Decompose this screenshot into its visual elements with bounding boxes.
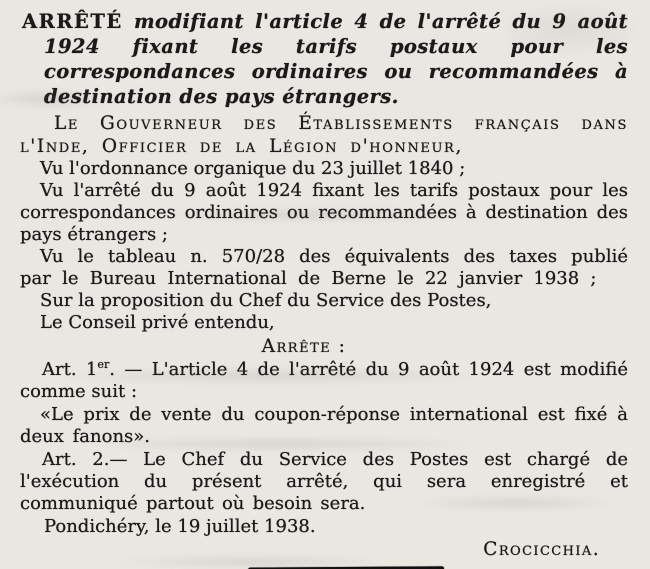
- dateline: Pondichéry, le 19 juillet 1938.: [44, 516, 316, 537]
- decree-title-keyword: ARRÊTÉ: [22, 10, 123, 33]
- article-1-dash: . —: [109, 359, 152, 380]
- signature: Crocicchia.: [483, 539, 600, 560]
- decree-title: [20, 9, 628, 109]
- article-1-label: Art. 1: [42, 359, 98, 380]
- recital-ordonnance-1840: Vu l'ordonnance organique du 23 juillet 1840 ;: [40, 158, 466, 179]
- decree-heading: Arrête :: [261, 336, 347, 357]
- recital-arrete-1924: Vu l'arrêté du 9 août 1924 fixant les tarifs postaux pour les correspondances ordinaires ou recommandées à destination des pays étrangers ;: [20, 180, 628, 245]
- recital-proposition-postes: Sur la proposition du Chef du Service des Postes,: [40, 290, 492, 311]
- article-1-text: L'article 4 de l'arrêté du 9 août 1924 est modifié comme suit :: [20, 359, 629, 402]
- recital-conseil-prive: Le Conseil privé entendu,: [40, 312, 275, 333]
- article-1-ordinal-suffix: er: [97, 358, 110, 371]
- article-2: [20, 449, 628, 515]
- article-1-quotation: «Le prix de vente du coupon-réponse international est fixé à deux fanons».: [20, 404, 628, 447]
- article-2-label: Art. 2: [42, 449, 104, 470]
- article-1: [20, 359, 628, 403]
- issuing-authority: Le Gouverneur des Établissements français dans l'Inde, Officier de la Légion d'honneur,: [20, 113, 628, 157]
- article-2-text: Le Chef du Service des Postes est chargé de l'exécution du présent arrêté, qui sera enregistré et communiqué partout où besoin sera.: [20, 449, 628, 514]
- recital-tableau-berne: Vu le tableau n. 570/28 des équivalents des taxes publié par le Bureau International de Berne le 22 janvier 1938 ;: [20, 246, 628, 289]
- decree-title-subject: modifiant l'article 4 de l'arrêté du 9 août 1924 fixant les tarifs postaux pour les correspondances ordinaires ou recommandées à destination des pays étrangers.: [44, 10, 628, 108]
- article-2-dash: .—: [103, 449, 144, 470]
